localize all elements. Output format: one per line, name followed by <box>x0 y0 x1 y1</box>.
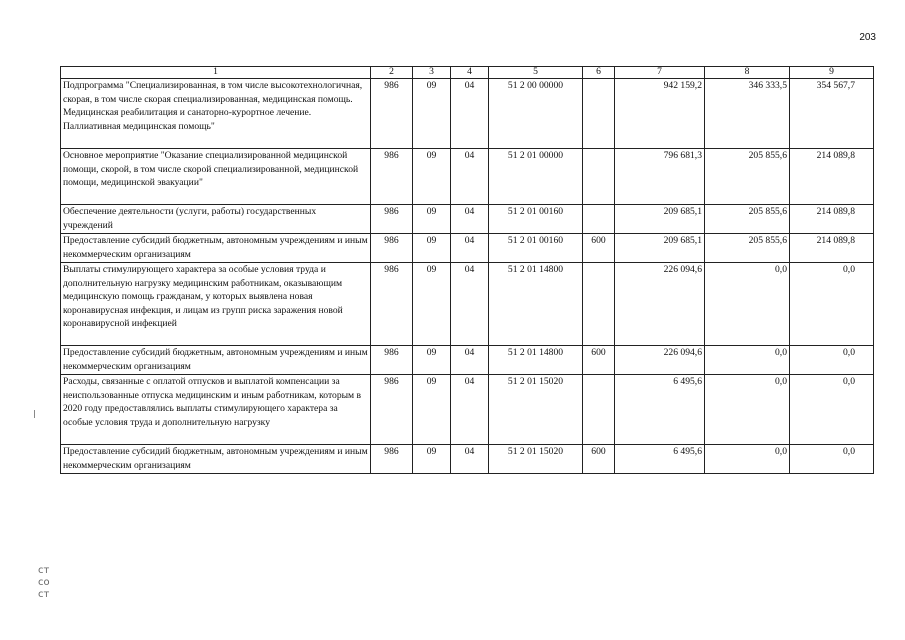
scan-mark <box>34 410 45 418</box>
table-row <box>61 445 874 474</box>
cell-amount-col7: 6 495,6 <box>615 375 705 445</box>
cell-subsection: 04 <box>451 375 489 445</box>
cell-admin-code: 986 <box>371 263 413 346</box>
column-header: 2 <box>371 67 413 79</box>
cell-expense-type <box>583 205 615 234</box>
table-row <box>61 149 874 205</box>
cell-amount-col7: 226 094,6 <box>615 263 705 346</box>
cell-target-article: 51 2 01 14800 <box>489 263 583 346</box>
cell-amount-col8: 0,0 <box>705 263 790 346</box>
cell-amount-col8: 346 333,5 <box>705 79 790 149</box>
column-header: 3 <box>413 67 451 79</box>
cell-amount-col9: 0,0 <box>790 375 874 445</box>
cell-target-article: 51 2 01 14800 <box>489 346 583 375</box>
cell-amount-col8: 0,0 <box>705 346 790 375</box>
cell-admin-code: 986 <box>371 205 413 234</box>
cell-amount-col8: 205 855,6 <box>705 149 790 205</box>
row-description: Предоставление субсидий бюджетным, автономным учреждениям и иным некоммерческим организациям <box>61 346 371 375</box>
table-row <box>61 375 874 445</box>
column-header: 6 <box>583 67 615 79</box>
cell-subsection: 04 <box>451 79 489 149</box>
cell-admin-code: 986 <box>371 79 413 149</box>
cell-subsection: 04 <box>451 205 489 234</box>
cell-amount-col9: 214 089,8 <box>790 149 874 205</box>
row-description: Выплаты стимулирующего характера за особые условия труда и дополнительную нагрузку медицинским работникам, оказывающим медицинскую помощь гражданам, у которых выявлена новая коронавирусная инфекция, и лицам из групп риска заражения новой коронавирусной инфекцией <box>61 263 371 346</box>
cell-admin-code: 986 <box>371 346 413 375</box>
cell-expense-type <box>583 263 615 346</box>
cell-expense-type <box>583 375 615 445</box>
margin-mark: ст <box>38 565 50 576</box>
row-description: Подпрограмма "Специализированная, в том числе высокотехнологичная, скорая, в том числе скорая специализированная, медицинская помощь. Медицинская реабилитация и санаторно-курортное лечение. Паллиативная медицинская помощь" <box>61 79 371 149</box>
cell-target-article: 51 2 01 00160 <box>489 205 583 234</box>
cell-amount-col9: 214 089,8 <box>790 205 874 234</box>
table-row <box>61 346 874 375</box>
cell-subsection: 04 <box>451 149 489 205</box>
column-header: 1 <box>61 67 371 79</box>
cell-amount-col9: 354 567,7 <box>790 79 874 149</box>
cell-section: 09 <box>413 205 451 234</box>
table-row <box>61 234 874 263</box>
cell-amount-col9: 0,0 <box>790 263 874 346</box>
cell-admin-code: 986 <box>371 149 413 205</box>
page-number: 203 <box>859 32 876 43</box>
cell-target-article: 51 2 00 00000 <box>489 79 583 149</box>
cell-section: 09 <box>413 79 451 149</box>
cell-section: 09 <box>413 445 451 474</box>
cell-admin-code: 986 <box>371 445 413 474</box>
cell-amount-col7: 209 685,1 <box>615 234 705 263</box>
cell-expense-type <box>583 149 615 205</box>
row-description: Расходы, связанные с оплатой отпусков и выплатой компенсации за неиспользованные отпуска медицинским и иным работникам, которым в 2020 году предоставлялись выплаты стимулирующего характера за особые условия труда и дополнительную нагрузку <box>61 375 371 445</box>
cell-admin-code: 986 <box>371 234 413 263</box>
cell-amount-col8: 205 855,6 <box>705 234 790 263</box>
cell-section: 09 <box>413 263 451 346</box>
cell-section: 09 <box>413 375 451 445</box>
cell-amount-col8: 0,0 <box>705 375 790 445</box>
cell-subsection: 04 <box>451 346 489 375</box>
margin-marks <box>38 565 50 601</box>
row-description: Основное мероприятие "Оказание специализированной медицинской помощи, скорой, в том числе скорой специализированной, медицинской помощи, медицинской эвакуации" <box>61 149 371 205</box>
cell-amount-col7: 796 681,3 <box>615 149 705 205</box>
margin-mark: ст <box>38 589 50 600</box>
cell-target-article: 51 2 01 15020 <box>489 445 583 474</box>
column-header: 9 <box>790 67 874 79</box>
cell-amount-col9: 0,0 <box>790 346 874 375</box>
cell-expense-type: 600 <box>583 234 615 263</box>
row-description: Обеспечение деятельности (услуги, работы) государственных учреждений <box>61 205 371 234</box>
table-row <box>61 205 874 234</box>
cell-expense-type: 600 <box>583 445 615 474</box>
cell-target-article: 51 2 01 15020 <box>489 375 583 445</box>
cell-amount-col8: 205 855,6 <box>705 205 790 234</box>
column-header: 4 <box>451 67 489 79</box>
cell-amount-col8: 0,0 <box>705 445 790 474</box>
cell-admin-code: 986 <box>371 375 413 445</box>
cell-section: 09 <box>413 149 451 205</box>
column-header: 7 <box>615 67 705 79</box>
cell-subsection: 04 <box>451 445 489 474</box>
budget-table <box>60 66 874 474</box>
cell-amount-col7: 942 159,2 <box>615 79 705 149</box>
cell-target-article: 51 2 01 00160 <box>489 234 583 263</box>
cell-amount-col7: 226 094,6 <box>615 346 705 375</box>
row-description: Предоставление субсидий бюджетным, автономным учреждениям и иным некоммерческим организациям <box>61 234 371 263</box>
cell-expense-type <box>583 79 615 149</box>
cell-amount-col7: 6 495,6 <box>615 445 705 474</box>
table-header-row <box>61 67 874 79</box>
cell-subsection: 04 <box>451 234 489 263</box>
margin-mark: со <box>38 577 50 588</box>
table-row <box>61 263 874 346</box>
cell-section: 09 <box>413 346 451 375</box>
row-description: Предоставление субсидий бюджетным, автономным учреждениям и иным некоммерческим организациям <box>61 445 371 474</box>
column-header: 5 <box>489 67 583 79</box>
cell-amount-col7: 209 685,1 <box>615 205 705 234</box>
cell-expense-type: 600 <box>583 346 615 375</box>
column-header: 8 <box>705 67 790 79</box>
cell-target-article: 51 2 01 00000 <box>489 149 583 205</box>
cell-subsection: 04 <box>451 263 489 346</box>
table-row <box>61 79 874 149</box>
cell-amount-col9: 0,0 <box>790 445 874 474</box>
cell-section: 09 <box>413 234 451 263</box>
cell-amount-col9: 214 089,8 <box>790 234 874 263</box>
